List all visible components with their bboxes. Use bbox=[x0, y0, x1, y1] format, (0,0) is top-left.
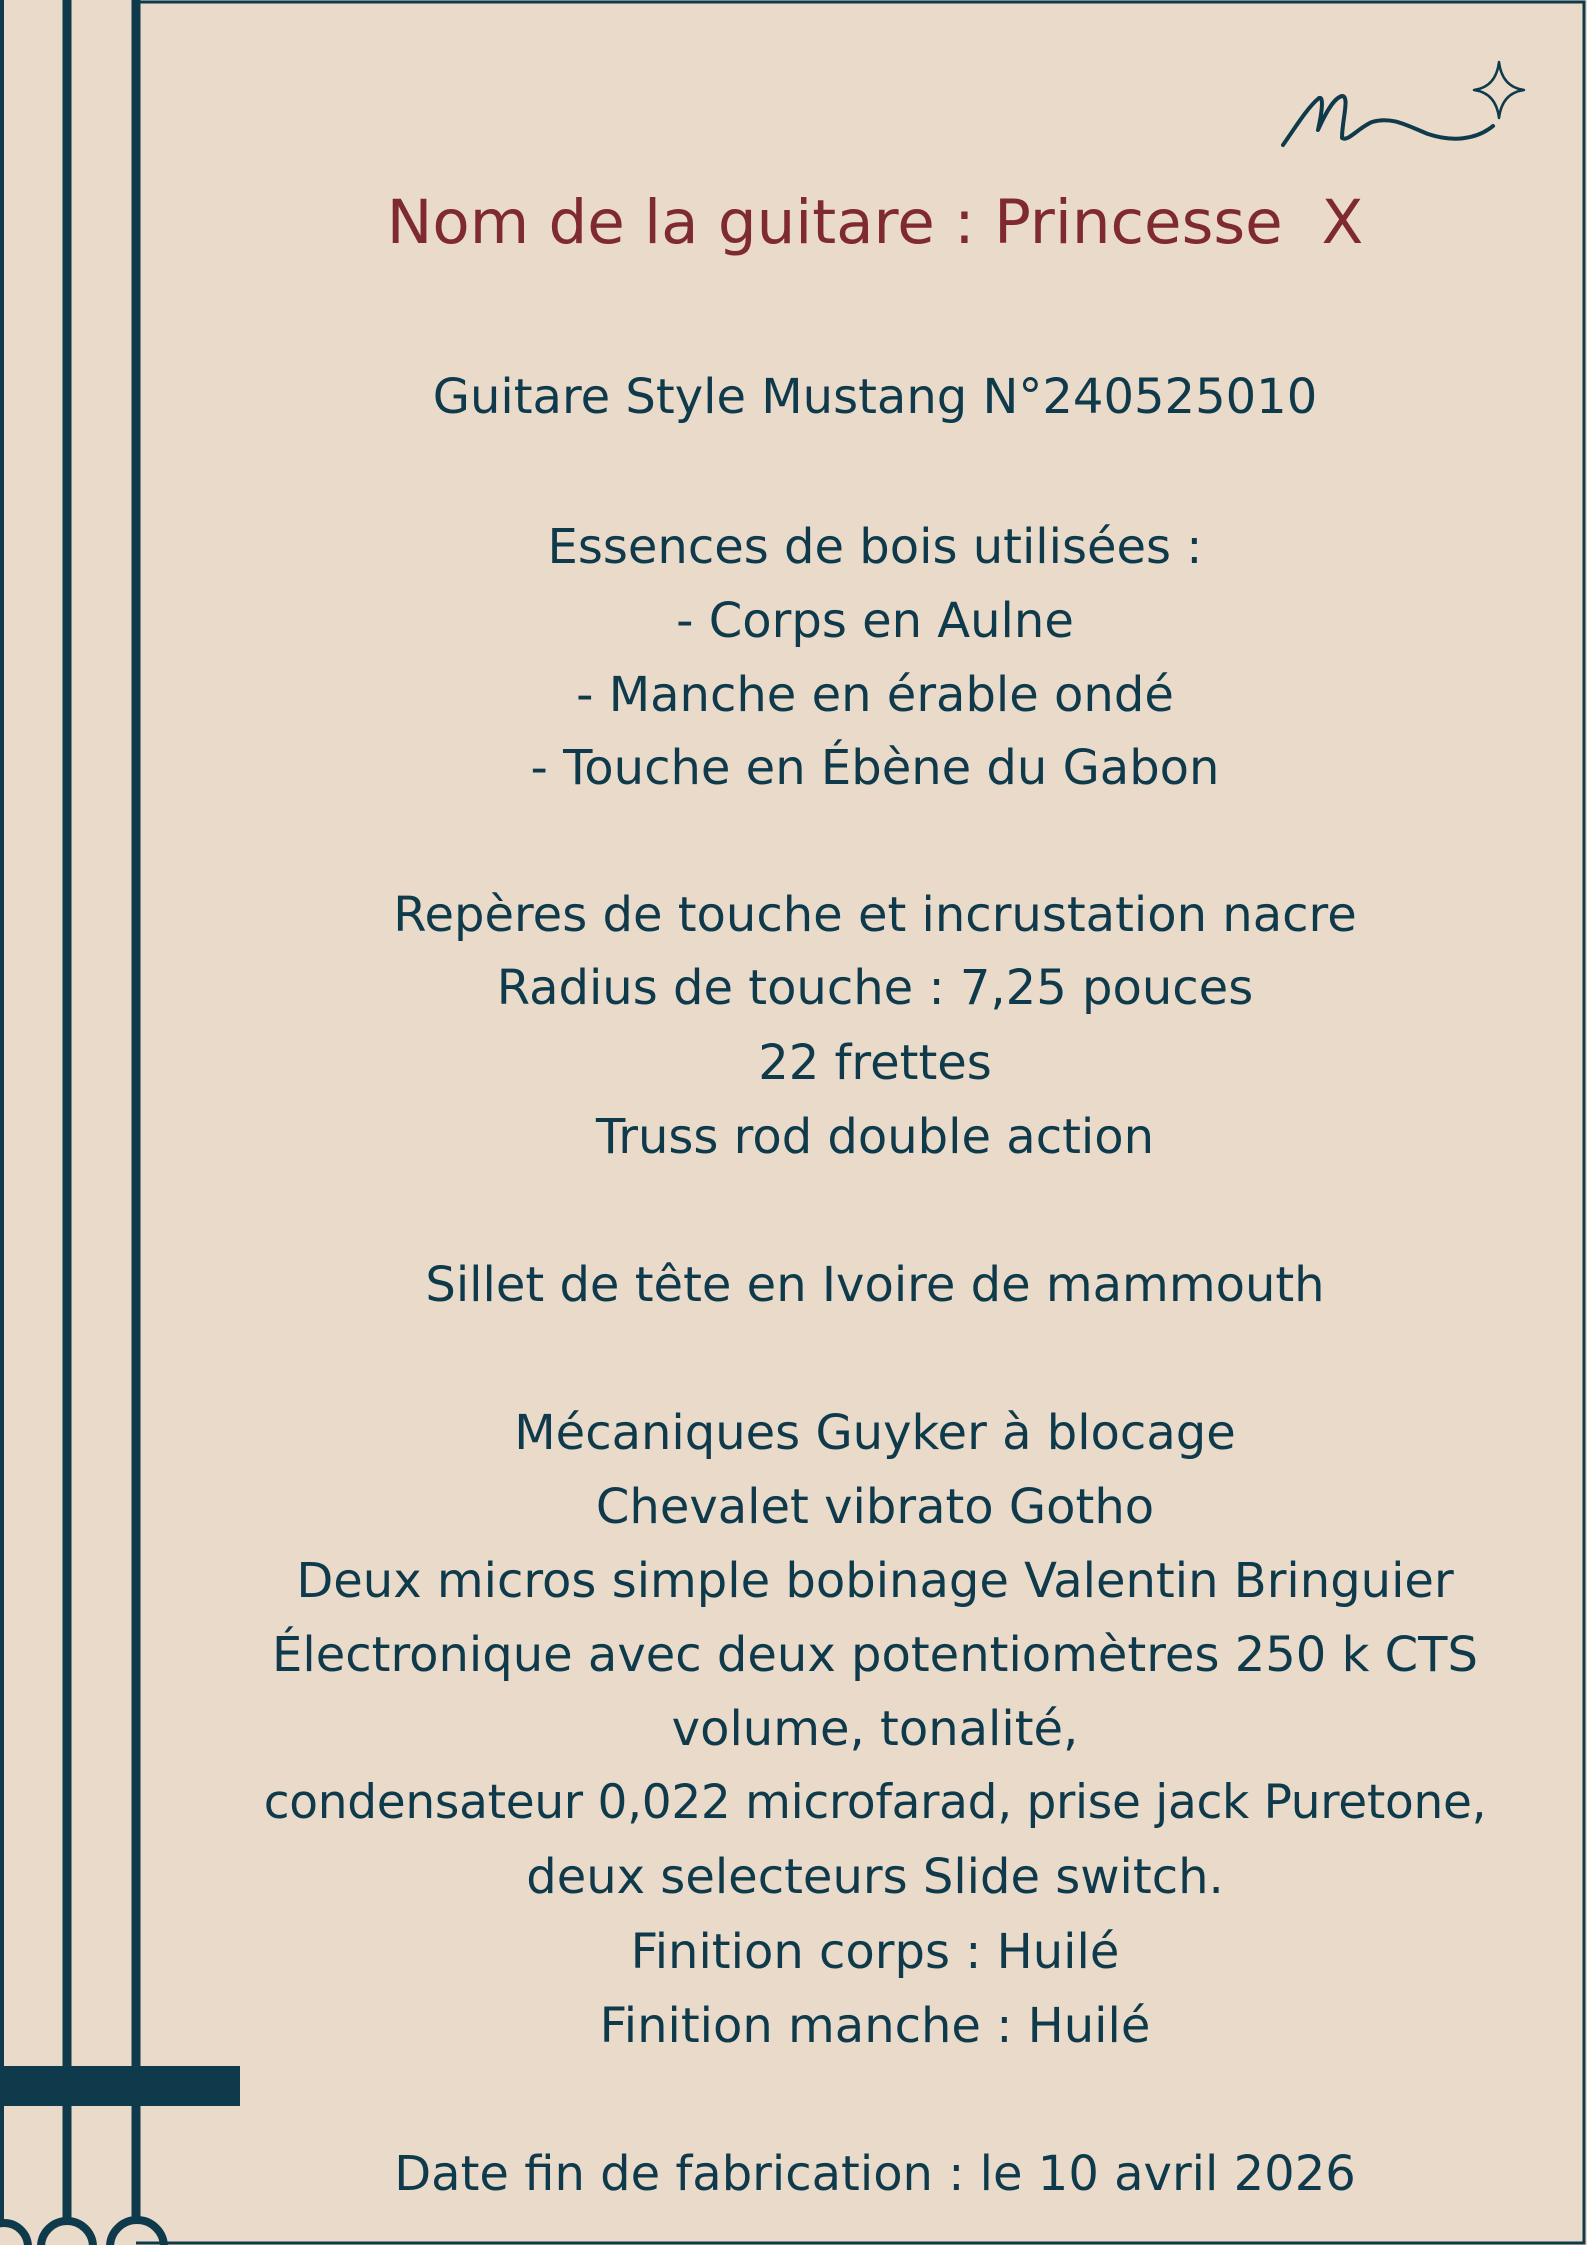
truss-rod: Truss rod double action bbox=[595, 1109, 1155, 1165]
pickups: Deux micros simple bobinage Valentin Bringuier bbox=[296, 1553, 1454, 1609]
neck-finish: Finition manche : Huilé bbox=[599, 1998, 1151, 2054]
wood-body: - Corps en Aulne bbox=[676, 593, 1074, 649]
model-number: Guitare Style Mustang N°240525010 bbox=[432, 369, 1318, 425]
wood-neck: - Manche en érable ondé bbox=[576, 667, 1174, 723]
guitar-name-title: Nom de la guitare : Princesse X bbox=[386, 187, 1364, 258]
completion-date: Date fin de fabrication : le 10 avril 2026 bbox=[394, 2146, 1356, 2202]
sparkle-icon bbox=[1474, 62, 1524, 118]
signature-logo bbox=[1283, 96, 1493, 145]
wood-heading: Essences de bois utilisées : bbox=[547, 519, 1203, 575]
bridge: Chevalet vibrato Gotho bbox=[595, 1479, 1155, 1535]
tuning-pegs bbox=[0, 2220, 164, 2245]
fretboard-radius: Radius de touche : 7,25 pouces bbox=[496, 960, 1254, 1016]
nut-material: Sillet de tête en Ivoire de mammouth bbox=[425, 1257, 1325, 1313]
body-finish: Finition corps : Huilé bbox=[630, 1924, 1120, 1980]
electronics-parts: condensateur 0,022 microfarad, prise jack Puretone, bbox=[263, 1775, 1487, 1830]
guitar-fret-bar bbox=[0, 2066, 240, 2106]
fret-count: 22 frettes bbox=[758, 1035, 992, 1091]
electronics: Électronique avec deux potentiomètres 250 k CTS bbox=[272, 1627, 1478, 1683]
wood-fretboard: - Touche en Ébène du Gabon bbox=[530, 740, 1220, 796]
guitar-strings bbox=[2, 0, 136, 2222]
fret-markers: Repères de touche et incrustation nacre bbox=[393, 887, 1357, 943]
tuners: Mécaniques Guyker à blocage bbox=[514, 1405, 1236, 1461]
electronics-controls: volume, tonalité, bbox=[671, 1701, 1079, 1757]
selector-switches: deux selecteurs Slide switch. bbox=[526, 1849, 1224, 1905]
